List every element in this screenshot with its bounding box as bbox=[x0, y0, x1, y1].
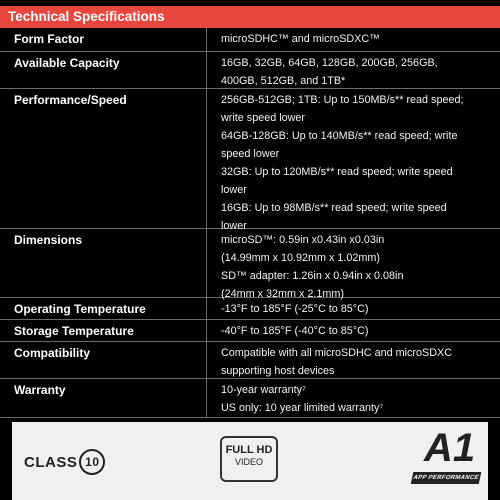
row-storage-temperature bbox=[0, 320, 500, 342]
row-value: 256GB-512GB; 1TB: Up to 150MB/s** read speed; write speed lower 64GB-128GB: Up to 140MB/s** read speed; write speed lower 32GB: Up to 120MB/s** read speed; write speed lower 16GB: Up to 98MB/s** read speed; write speed lower bbox=[221, 94, 464, 232]
spec-table bbox=[0, 28, 500, 418]
spec-header: Technical Specifications bbox=[0, 6, 500, 28]
row-value: microSDHC™ and microSDXC™ bbox=[221, 33, 380, 45]
a1-mark: A1 bbox=[424, 426, 476, 470]
row-warranty bbox=[0, 379, 500, 418]
row-operating-temperature bbox=[0, 298, 500, 320]
class10-logo bbox=[24, 448, 105, 476]
row-value: 16GB, 32GB, 64GB, 128GB, 200GB, 256GB, 400GB, 512GB, and 1TB* bbox=[221, 57, 438, 87]
row-label: Performance/Speed bbox=[0, 89, 207, 228]
fullhd-video-logo bbox=[220, 436, 278, 482]
row-label: Storage Temperature bbox=[0, 320, 207, 341]
row-dimensions bbox=[0, 229, 500, 298]
row-label: Operating Temperature bbox=[0, 298, 207, 319]
row-label: Dimensions bbox=[0, 229, 207, 297]
logo-strip bbox=[12, 422, 488, 500]
row-form-factor bbox=[0, 28, 500, 52]
row-compatibility bbox=[0, 342, 500, 379]
row-label: Compatibility bbox=[0, 342, 207, 378]
row-label: Warranty bbox=[0, 379, 207, 417]
row-value: -13°F to 185°F (-25°C to 85°C) bbox=[221, 303, 369, 315]
row-value: -40°F to 185°F (-40°C to 85°C) bbox=[221, 325, 369, 337]
app-performance-tag: APP PERFORMANCE bbox=[411, 472, 482, 484]
a1-app-performance-logo bbox=[410, 426, 480, 492]
row-available-capacity bbox=[0, 52, 500, 89]
row-value: 10-year warranty⁷ US only: 10 year limited warranty⁷ bbox=[221, 384, 384, 414]
row-label: Available Capacity bbox=[0, 52, 207, 88]
row-value: microSD™: 0.59in x0.43in x0.03in (14.99mm x 10.92mm x 1.02mm) SD™ adapter: 1.26in x 0.94in x 0.08in (24mm x 32mm x 2.1mm) bbox=[221, 234, 404, 300]
row-label: Form Factor bbox=[0, 28, 207, 51]
row-value: Compatible with all microSDHC and microSDXC supporting host devices bbox=[221, 347, 452, 377]
fullhd-text: FULL HD bbox=[225, 444, 273, 456]
row-performance-speed bbox=[0, 89, 500, 232]
video-text: VIDEO bbox=[234, 457, 263, 467]
class10-text: CLASS bbox=[24, 453, 78, 471]
class10-ring-icon: 10 bbox=[79, 449, 105, 475]
